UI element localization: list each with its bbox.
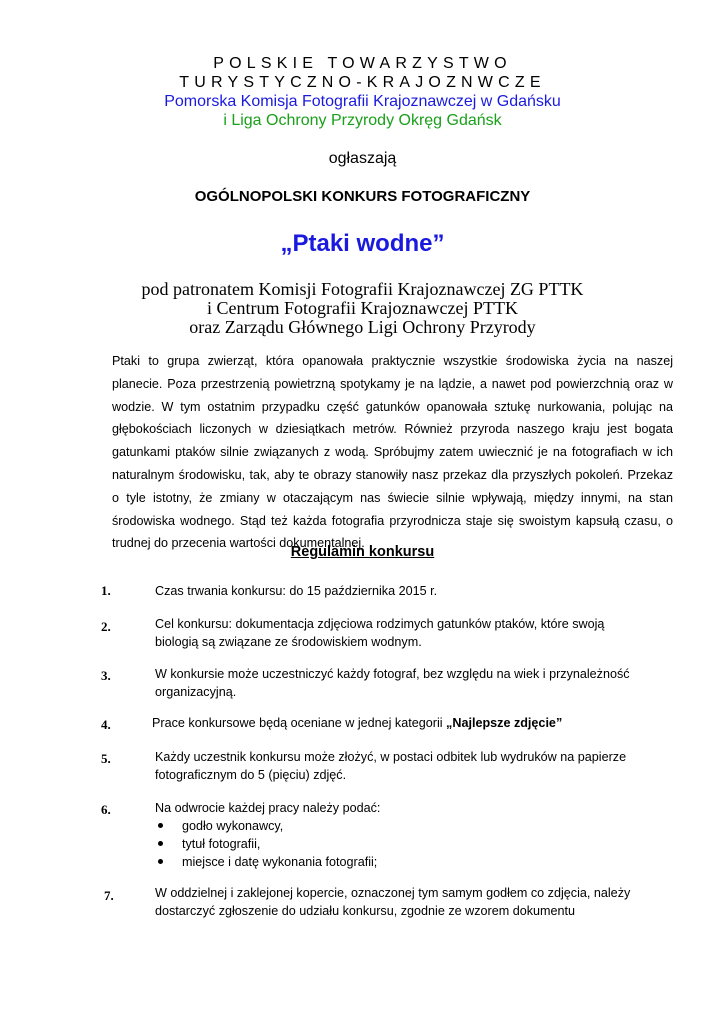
bullet-text: miejsce i datę wykonania fotografii; <box>182 855 378 869</box>
bullet-icon <box>158 823 163 828</box>
rule-line: W oddzielnej i zaklejonej kopercie, oznaczonej tym samym godłem co zdjęcia, należy <box>155 886 631 900</box>
rule-number: 6. <box>101 802 111 817</box>
org-name-line1: POLSKIE TOWARZYSTWO <box>213 55 512 72</box>
rule-number: 7. <box>104 888 114 903</box>
rule-line: dostarczyć zgłoszenie do udziału konkursu, zgodnie ze wzorem dokumentu <box>155 904 576 918</box>
rule-7-text <box>155 884 630 920</box>
rule-line: Każdy uczestnik konkursu może złożyć, w postaci odbitek lub wydruków na papierze <box>155 750 627 764</box>
rule-line: Cel konkursu: dokumentacja zdjęciowa rodzimych gatunków ptaków, które swoją <box>155 617 605 631</box>
bullet-icon <box>158 841 163 846</box>
org-commission: Pomorska Komisja Fotografii Krajoznawczej w Gdańsku <box>164 93 561 110</box>
rule-line: Prace konkursowe będą oceniane w jednej kategorii <box>152 716 447 730</box>
rule-number: 1. <box>101 583 111 598</box>
rule-number: 2. <box>101 619 111 634</box>
rule-line: organizacyjną. <box>155 685 237 699</box>
rule-line: biologią są związane ze środowiskiem wodnym. <box>155 635 422 649</box>
rule-4-text <box>152 714 562 732</box>
contest-title: „Ptaki wodne” <box>280 230 445 257</box>
rule-line: W konkursie może uczestniczyć każdy fotograf, bez względu na wiek i przynależność <box>155 667 630 681</box>
intro-text: Ptaki to grupa zwierząt, która opanowała praktycznie wszystkie środowiska życia na naszej planecie. Poza przestrzenią powietrzną spotykamy je na lądzie, a nawet pod powierzchnią oraz w wodzie. W tym ostatnim przypadku część gatunków opanowała sztukę nurkowania, polując na głębokościach liczonych w dziesiątkach metrów. Również przyroda naszego kraju jest bogata gatunkami ptaków silnie związanych z wodą. Spróbujmy zatem uwiecznić je na fotografiach w ich naturalnym środowisku, tak, aby te obrazy stanowiły nasz przekaz dla przyszłych pokoleń. Przekaz o tyle istotny, że zmiany w otaczającym nas świecie silnie wpływają, między innymi, na stan środowiska wodnego. Stąd też każda fotografia przyrodnicza staje się swoistym kapsułą czasu, o trudnej do przecenia wartości dokumentalnej. <box>112 354 673 551</box>
contest-heading: OGÓLNOPOLSKI KONKURS FOTOGRAFICZNY <box>194 188 531 205</box>
bullet-text: godło wykonawcy, <box>182 819 284 833</box>
rule-3-text <box>155 665 630 701</box>
bullet-icon <box>158 859 163 864</box>
announce-text: ogłaszają <box>328 150 397 167</box>
rule-number: 4. <box>101 717 111 732</box>
rule-number: 5. <box>101 751 111 766</box>
category-name: „Najlepsze zdjęcie” <box>446 716 563 730</box>
patronage-line3: oraz Zarządu Głównego Ligi Ochrony Przyrody <box>189 317 536 337</box>
rule-5-text <box>155 748 626 784</box>
rule-2-text <box>155 615 604 651</box>
patronage-line1: pod patronatem Komisji Fotografii Krajoznawczej ZG PTTK <box>141 279 584 299</box>
list-item <box>158 835 260 853</box>
bullet-text: tytuł fotografii, <box>182 837 261 851</box>
rule-line: Czas trwania konkursu: do 15 października 2015 r. <box>155 584 438 598</box>
rules-heading: Regulamin konkursu <box>290 544 435 560</box>
list-item <box>158 853 377 871</box>
rule-number: 3. <box>101 668 111 683</box>
rule-6-text <box>155 799 380 817</box>
org-name-line2: TURYSTYCZNO-KRAJOZNWCZE <box>179 74 546 91</box>
rule-line: fotograficznym do 5 (pięciu) zdjęć. <box>155 768 347 782</box>
intro-paragraph <box>112 350 673 555</box>
org-league: i Liga Ochrony Przyrody Okręg Gdańsk <box>223 112 502 129</box>
patronage-line2: i Centrum Fotografii Krajoznawczej PTTK <box>207 298 518 318</box>
rule-line: Na odwrocie każdej pracy należy podać: <box>155 801 381 815</box>
list-item <box>158 817 283 835</box>
rule-1-text <box>155 582 437 600</box>
